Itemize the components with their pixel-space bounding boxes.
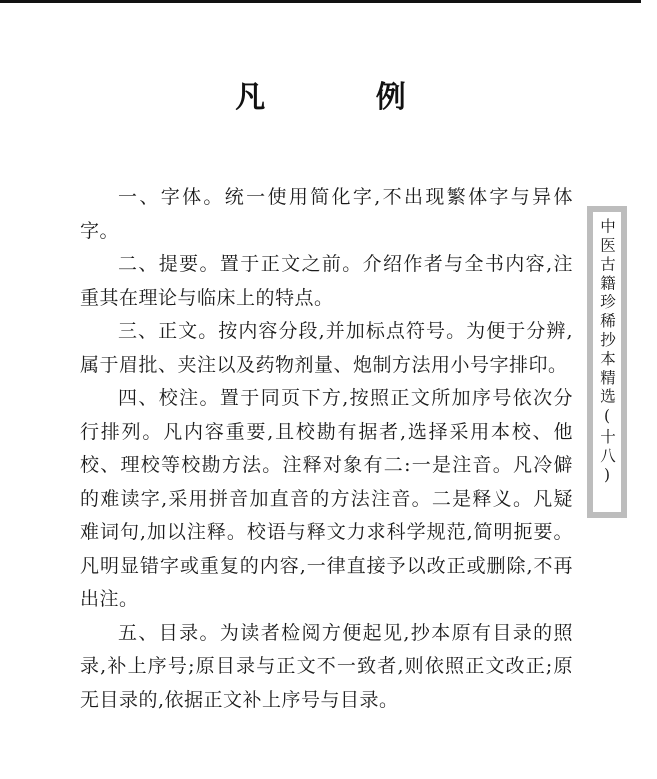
top-rule <box>0 0 641 3</box>
paragraph-annotation: 四、校注。置于同页下方,按照正文所加序号依次分行排列。凡内容重要,且校勘有据者,选择采用本校、他校、理校等校勘方法。注释对象有二:一是注音。凡冷僻的难读字,采用拼音加直音的方法注音。二是释义。凡疑难词句,加以注释。校语与释文力求科学规范,简明扼要。凡明显错字或重复的内容,一律直接予以改正或删除,不再出注。 <box>80 387 573 610</box>
body-text <box>80 181 573 717</box>
paragraph-summary: 二、提要。置于正文之前。介绍作者与全书内容,注重其在理论与临床上的特点。 <box>80 253 573 309</box>
series-title-vertical: 中医古籍珍稀抄本精选(十八) <box>598 218 616 488</box>
paragraph-main-text: 三、正文。按内容分段,并加标点符号。为便于分辨,属于眉批、夹注以及药物剂量、炮制方法用小号字排印。 <box>80 320 573 376</box>
paragraph-font: 一、字体。统一使用简化字,不出现繁体字与异体字。 <box>80 186 573 242</box>
paragraph-contents: 五、目录。为读者检阅方便起见,抄本原有目录的照录,补上序号;原目录与正文不一致者,则依照正文改正;原无目录的,依据正文补上序号与目录。 <box>80 621 573 711</box>
series-side-label <box>587 206 627 518</box>
page-title: 凡 例 <box>235 80 456 116</box>
